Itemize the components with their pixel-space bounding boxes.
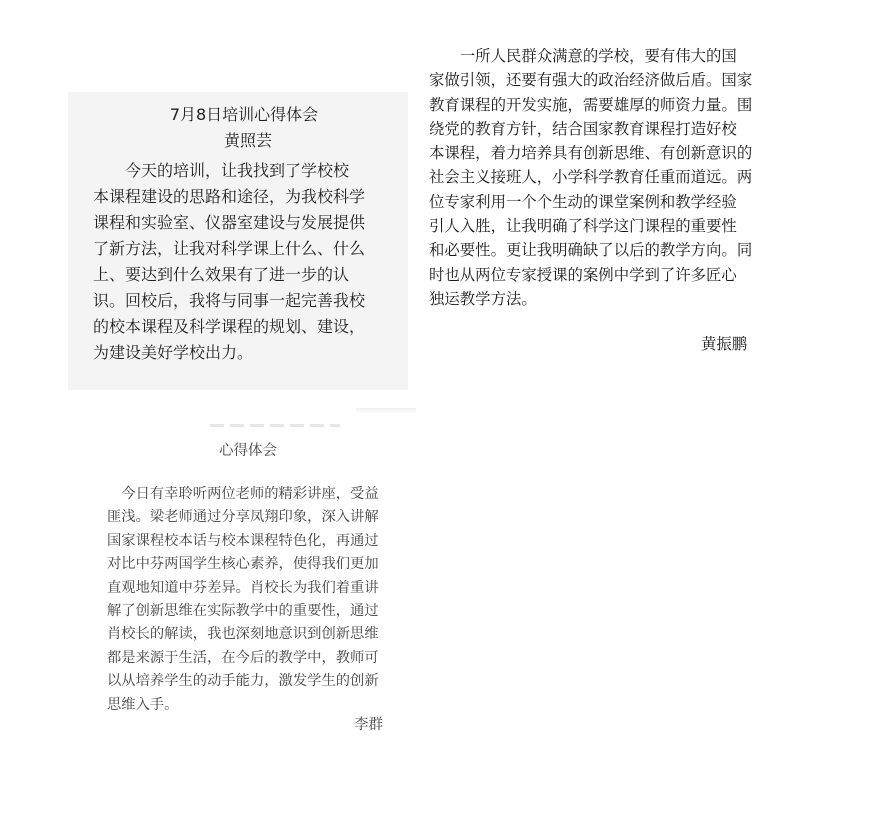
text-line: 社会主义接班人，小学科学教育任重而道远。两: [429, 168, 753, 187]
faded-header-strip: [210, 424, 340, 427]
text-line: 直观地知道中芬差异。肖校长为我们着重讲: [107, 579, 379, 596]
text-line: 和必要性。更让我明确缺了以后的教学方向。同: [429, 241, 753, 260]
note-title: 7月8日培训心得体会: [169, 105, 319, 124]
text-line: 上、要达到什么效果有了进一步的认: [93, 265, 350, 284]
image-edge-divider: [356, 408, 416, 414]
text-line: 课程和实验室、仪器室建设与发展提供: [93, 213, 366, 232]
text-line: 引人入胜，让我明确了科学这门课程的重要性: [429, 217, 737, 236]
note-body: [429, 44, 759, 311]
text-line: 独运教学方法。: [429, 289, 537, 308]
text-line: 思维入手。: [107, 696, 179, 713]
text-line: 教育课程的开发实施，需要雄厚的师资力量。围: [429, 95, 753, 114]
note-huang-zhenpeng: [429, 44, 759, 353]
text-line: 为建设美好学校出力。: [93, 343, 254, 362]
text-line: 解了创新思维在实际教学中的重要性，通过: [107, 603, 379, 620]
text-line: 的校本课程及科学课程的规划、建设，: [93, 317, 366, 336]
text-line: 位专家利用一个个生动的课堂案例和教学经验: [429, 192, 737, 211]
note-huang-zhaoyun: [68, 92, 408, 390]
note-signature: 黄振鹏: [701, 335, 748, 353]
text-line: 识。回校后，我将与同事一起完善我校: [93, 291, 366, 310]
text-line: 今日有幸聆听两位老师的精彩讲座，受益: [107, 486, 379, 502]
text-line: 时也从两位专家授课的案例中学到了许多匠心: [429, 265, 737, 284]
text-line: 都是来源于生活，在今后的教学中，教师可: [107, 649, 379, 666]
text-line: 本课程建设的思路和途径，为我校科学: [93, 187, 366, 206]
note-signature: 李群: [354, 717, 383, 733]
text-line: 以从培养学生的动手能力，激发学生的创新: [107, 673, 379, 690]
text-line: 今天的培训，让我找到了学校校: [93, 161, 350, 180]
note-author: 黄照芸: [223, 131, 272, 150]
text-line: 绕党的教育方针，结合国家教育课程打造好校: [429, 119, 737, 138]
text-line: 匪浅。梁老师通过分享凤翔印象，深入讲解: [107, 509, 379, 526]
text-line: 本课程，着力培养具有创新思维、有创新意识的: [429, 144, 753, 163]
text-line: 家做引领，还要有强大的政治经济做后盾。国家: [429, 71, 753, 90]
note-body: [93, 158, 391, 366]
text-line: 对比中芬两国学生核心素养，使得我们更加: [107, 556, 379, 573]
note-body: [107, 483, 393, 717]
text-line: 国家课程校本话与校本课程特色化，再通过: [107, 532, 379, 549]
text-line: 了新方法，让我对科学课上什么、什么: [93, 239, 366, 258]
note-li-qun: [100, 430, 400, 750]
text-line: 肖校长的解读，我也深刻地意识到创新思维: [107, 626, 379, 643]
note-title: 心得体会: [219, 443, 277, 459]
text-line: 一所人民群众满意的学校，要有伟大的国: [429, 47, 737, 65]
